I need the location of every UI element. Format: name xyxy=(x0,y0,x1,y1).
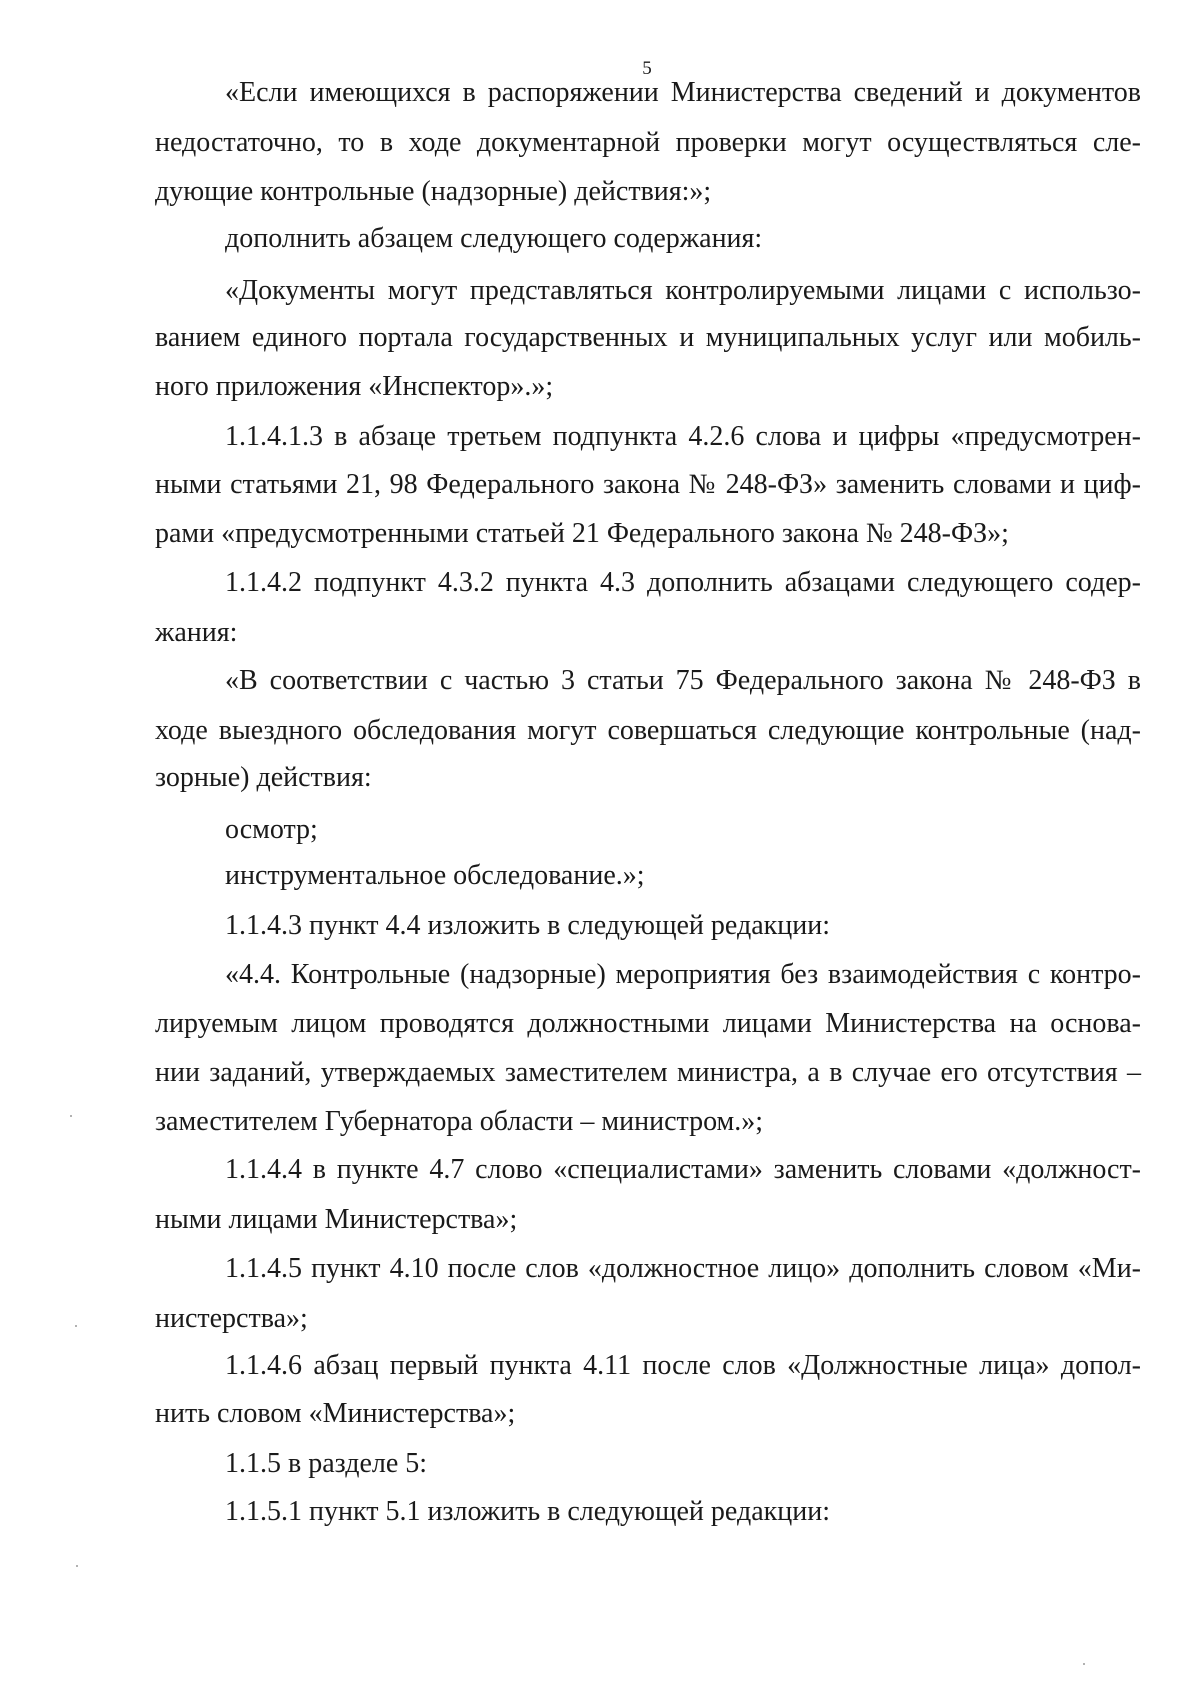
scan-speck xyxy=(1083,1663,1085,1665)
text-line: осмотр; xyxy=(225,814,318,845)
text-line: недостаточно, то в ходе документарной проверки могут осуществляться сле- xyxy=(155,127,1141,158)
text-line: «Документы могут представляться контролируемыми лицами с использо- xyxy=(225,275,1141,306)
text-line: 1.1.4.1.3 в абзаце третьем подпункта 4.2.6 слова и цифры «предусмотрен- xyxy=(225,421,1141,452)
text-line: дующие контрольные (надзорные) действия:»; xyxy=(155,176,712,207)
text-line: лируемым лицом проводятся должностными лицами Министерства на основа- xyxy=(155,1008,1141,1039)
text-line: ходе выездного обследования могут совершаться следующие контрольные (над- xyxy=(155,715,1141,746)
text-line: 1.1.4.3 пункт 4.4 изложить в следующей редакции: xyxy=(225,910,830,941)
text-line: жания: xyxy=(155,617,238,648)
text-line: «Если имеющихся в распоряжении Министерства сведений и документов xyxy=(225,77,1141,108)
scan-speck xyxy=(76,1565,78,1567)
text-line: ными статьями 21, 98 Федерального закона № 248-ФЗ» заменить словами и циф- xyxy=(155,469,1141,500)
text-line: 1.1.5 в разделе 5: xyxy=(225,1448,428,1479)
text-line: заместителем Губернатора области – министром.»; xyxy=(155,1106,764,1137)
text-line: «4.4. Контрольные (надзорные) мероприятия без взаимодействия с контро- xyxy=(225,959,1141,990)
text-line: нии заданий, утверждаемых заместителем министра, а в случае его отсутствия – xyxy=(155,1057,1141,1088)
text-line: 1.1.4.4 в пункте 4.7 слово «специалистами» заменить словами «должност- xyxy=(225,1154,1141,1185)
scan-speck xyxy=(75,1325,77,1327)
scan-speck xyxy=(70,1115,72,1117)
text-line: нить словом «Министерства»; xyxy=(155,1398,516,1429)
text-line: нистерства»; xyxy=(155,1303,308,1334)
text-line: 1.1.5.1 пункт 5.1 изложить в следующей редакции: xyxy=(225,1496,830,1527)
text-line: «В соответствии с частью 3 статьи 75 Федерального закона № 248-ФЗ в xyxy=(225,665,1141,696)
text-line: 1.1.4.5 пункт 4.10 после слов «должностное лицо» дополнить словом «Ми- xyxy=(225,1253,1141,1284)
text-line: ванием единого портала государственных и муниципальных услуг или мобиль- xyxy=(155,322,1141,353)
text-line: 1.1.4.6 абзац первый пункта 4.11 после слов «Должностные лица» допол- xyxy=(225,1350,1141,1381)
text-line: рами «предусмотренными статьей 21 Федерального закона № 248-ФЗ»; xyxy=(155,518,1009,549)
text-line: 1.1.4.2 подпункт 4.3.2 пункта 4.3 дополнить абзацами следующего содер- xyxy=(225,567,1141,598)
text-line: ными лицами Министерства»; xyxy=(155,1204,518,1235)
text-line: инструментальное обследование.»; xyxy=(225,860,645,891)
text-line: дополнить абзацем следующего содержания: xyxy=(225,223,763,254)
page-number: 5 xyxy=(642,58,652,79)
text-line: ного приложения «Инспектор».»; xyxy=(155,371,554,402)
text-line: зорные) действия: xyxy=(155,762,372,793)
